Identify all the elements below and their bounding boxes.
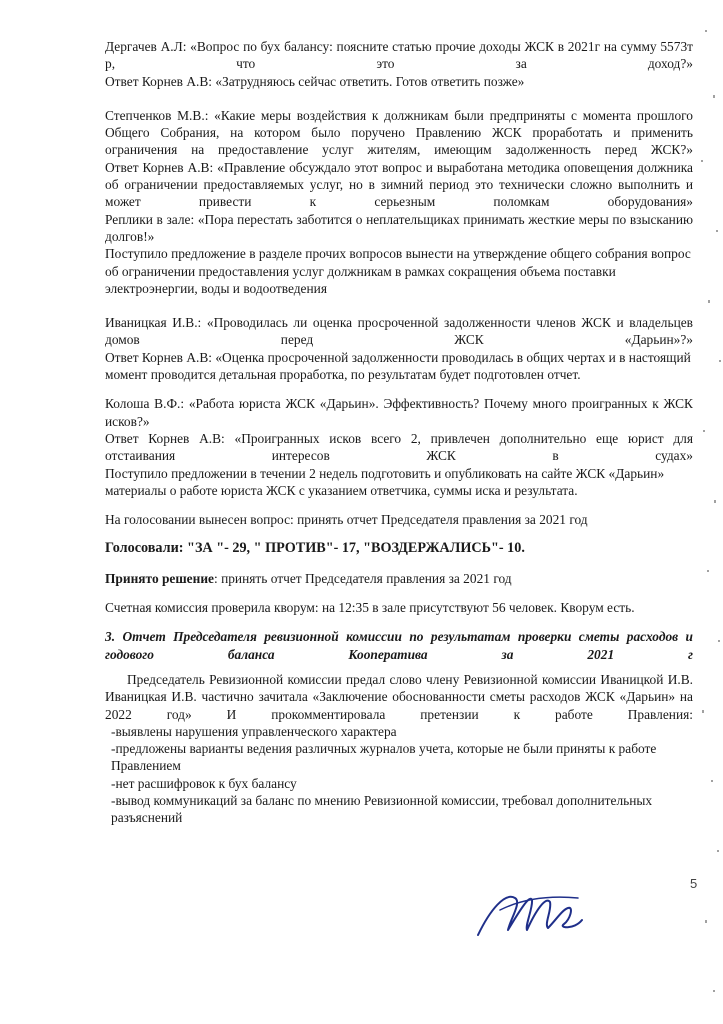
paragraph: Дергачев А.Л: «Вопрос по бух балансу: поясните статью прочие доходы ЖСК в 2021г на сумму 5573т р, что это за доход?» bbox=[105, 39, 693, 72]
decision-text: : принять отчет Председателя правления за 2021 год bbox=[214, 570, 512, 586]
document-body bbox=[105, 38, 693, 827]
paragraph: Реплики в зале: «Пора перестать заботится о неплательщиках принимать жесткие меры по взысканию долгов!» bbox=[105, 211, 693, 244]
paragraph: Иваницкая И.В. частично зачитала «Заключение обоснованности сметы расходов ЖСК «Дарьин» на 2022 год» И прокомментировала претензии к работе Правления: bbox=[105, 689, 693, 722]
quorum-note: Счетная комиссия проверила кворум: на 12:35 в зале присутствуют 56 человек. Кворум есть. bbox=[105, 600, 635, 616]
paragraph: Поступило предложение в разделе прочих вопросов вынести на утверждение общего собрания вопрос об ограничении предоставления услуг должникам в рамках сокращения объема поставки электроэнергии, воды и водоотведения bbox=[105, 246, 691, 296]
paragraph: Ответ Корнев А.В: «Проигранных исков всего 2, привлечен дополнительно еще юрист для отстаивания интересов ЖСК в судах» bbox=[105, 430, 693, 464]
scan-edge-noise bbox=[683, 0, 723, 1024]
paragraph: Поступило предложении в течении 2 недель подготовить и опубликовать на сайте ЖСК «Дарьин» материалы о работе юриста ЖСК с указанием ответчика, суммы иска и результата. bbox=[105, 465, 665, 498]
page-number: 5 bbox=[690, 876, 698, 891]
list-item: -вывод коммуникаций за баланс по мнению Ревизионной комиссии, требовал дополнительных разъяснений bbox=[111, 792, 653, 826]
decision bbox=[105, 570, 693, 587]
list-item: -выявлены нарушения управленческого характера bbox=[111, 723, 397, 739]
signature-image bbox=[470, 880, 590, 950]
paragraph: Председатель Ревизионной комиссии предал слово члену Ревизионной комиссии Иваницкой И.В. bbox=[127, 671, 693, 687]
paragraph: Ответ Корнев А.В: «Правление обсуждало этот вопрос и выработана методика оповещения должника об ограничении предоставляемых услуг, но в зимний период это технически сложно выполнить и может привести к серьезным поломкам оборудования» bbox=[105, 159, 693, 210]
list-item: -предложены варианты ведения различных журналов учета, которые не были приняты к работе Правлением bbox=[111, 741, 657, 774]
paragraph: Иваницкая И.В.: «Проводилась ли оценка просроченной задолженности членов ЖСК и владельцев домов перед ЖСК «Дарьин»?» bbox=[105, 315, 693, 348]
section-heading: 3. Отчет Председателя ревизионной комиссии по результатам проверки сметы расходов и годового баланса Кооператива за 2021 г bbox=[105, 629, 693, 662]
list-item: -нет расшифровок к бух балансу bbox=[111, 775, 297, 791]
claims-list bbox=[105, 723, 693, 827]
paragraph: Колоша В.Ф.: «Работа юриста ЖСК «Дарьин». Эффективность? Почему много проигранных к ЖСК исков?» bbox=[105, 396, 693, 429]
discussion-block bbox=[105, 38, 693, 528]
vote-result: Голосовали: "ЗА "- 29, " ПРОТИВ"- 17, "ВОЗДЕРЖАЛИСЬ"- 10. bbox=[105, 540, 525, 557]
paragraph: Ответ Корнев А.В: «Оценка просроченной задолженности проводилась в общих чертах и в настоящий момент проводится детальная проработка, по результатам будет подготовлен отчет. bbox=[105, 349, 691, 383]
paragraph: На голосовании вынесен вопрос: принять отчет Председателя правления за 2021 год bbox=[105, 512, 588, 528]
paragraph: Степченков М.В.: «Какие меры воздействия к должникам были предприняты с момента прошлого Общего Собрания, на котором было поручено Правлению ЖСК проработать и применить ограничения на предоставление услуг жителям, имеющим задолженность перед ЖСК?» bbox=[105, 107, 693, 158]
paragraph: Ответ Корнев А.В: «Затрудняюсь сейчас ответить. Готов ответить позже» bbox=[105, 73, 525, 89]
decision-label: Принято решение bbox=[105, 570, 214, 586]
